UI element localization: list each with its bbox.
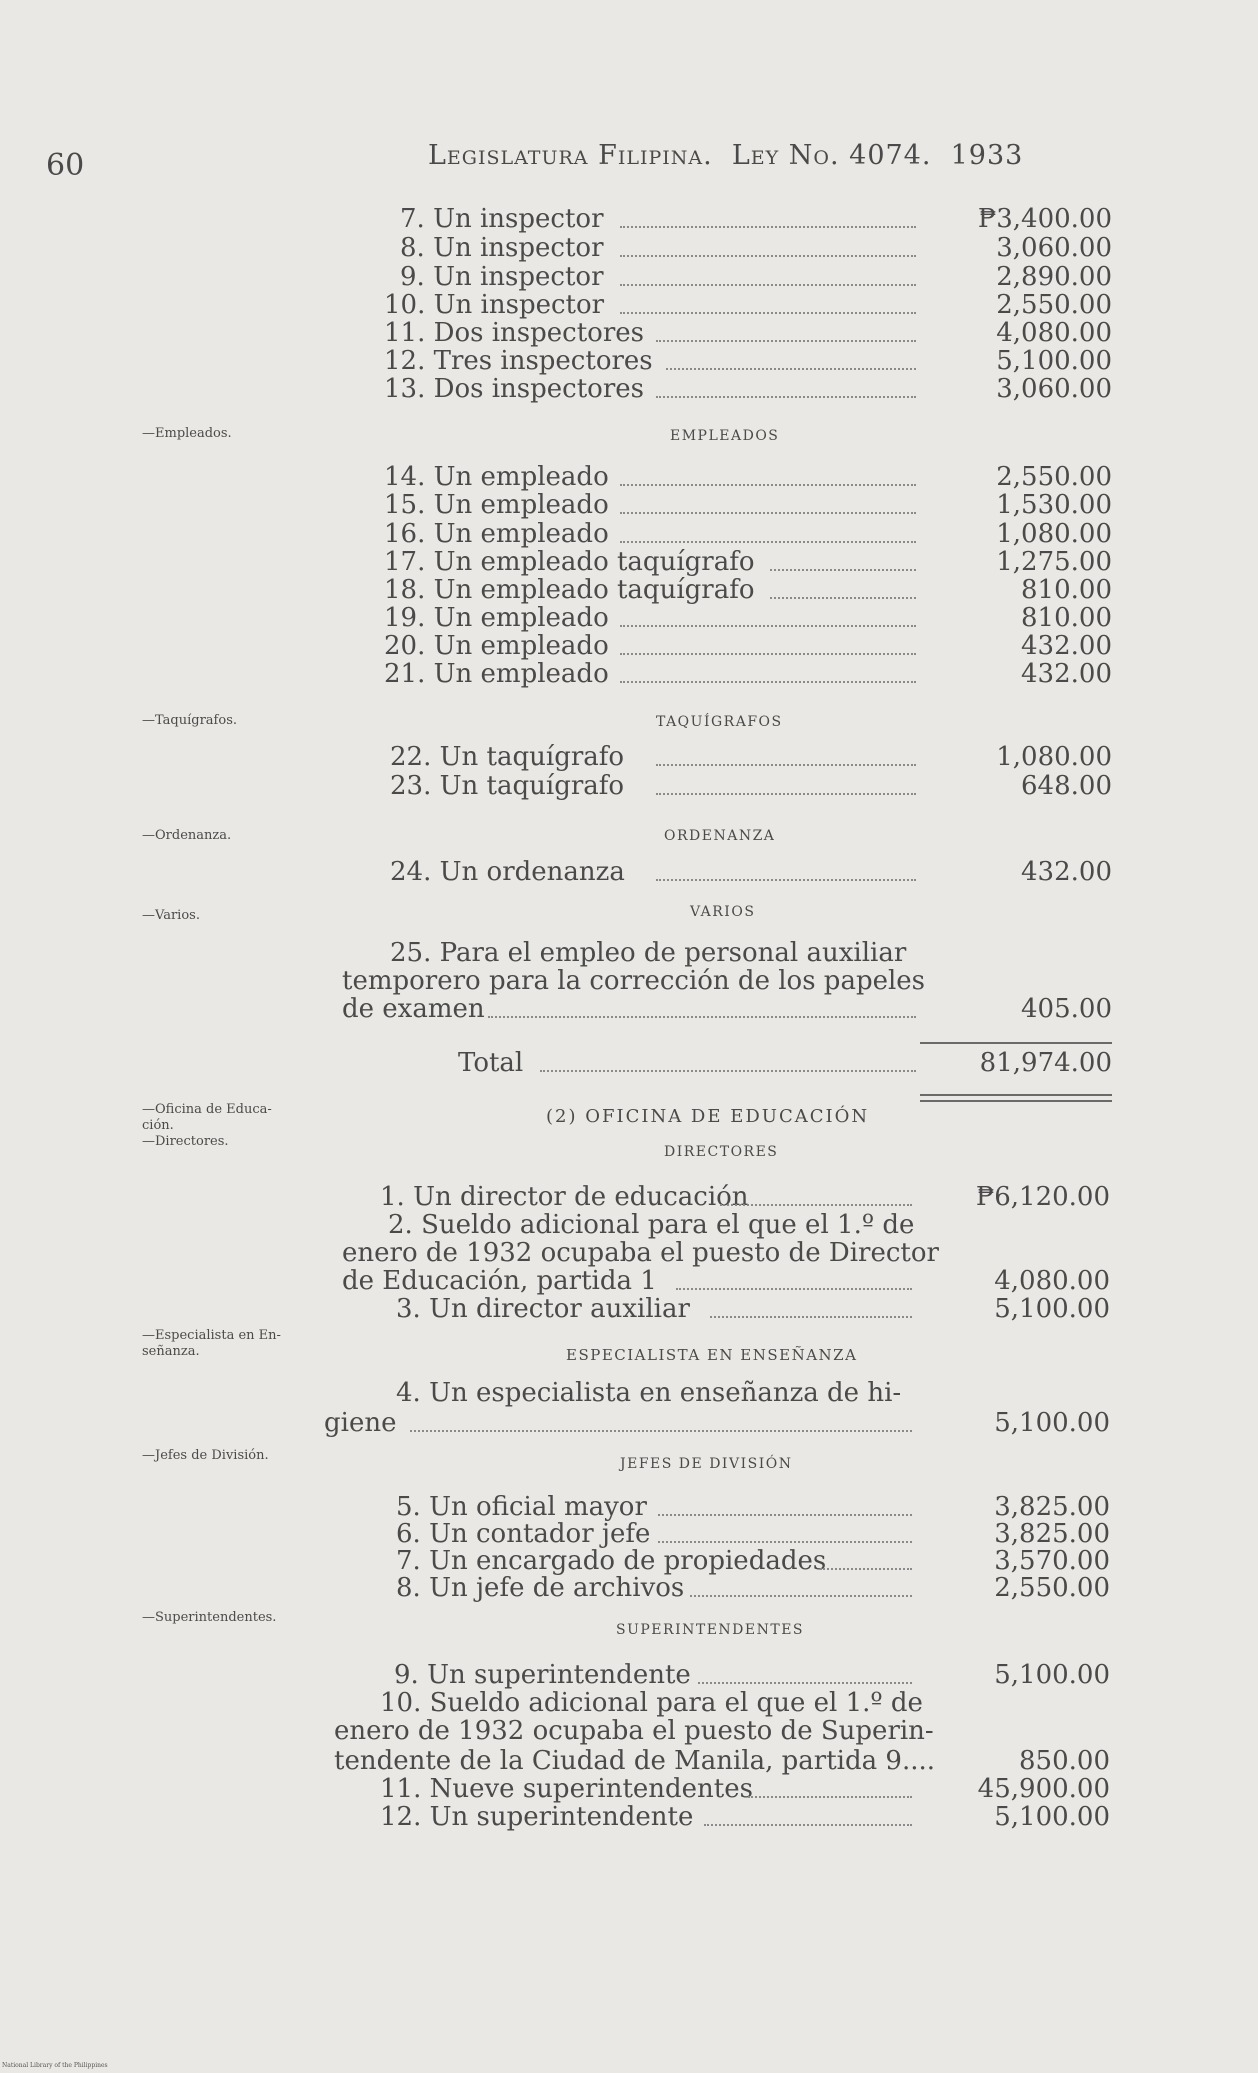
line-item: 8. Un inspector 3,060.00 <box>400 233 1112 263</box>
margin-note-taquigrafos: —Taquígrafos. <box>142 713 237 728</box>
line-item: 14. Un empleado 2,550.00 <box>384 462 1112 492</box>
line-item: 13. Dos inspectores 3,060.00 <box>384 374 1112 404</box>
paragraph-line: enero de 1932 ocupaba el puesto de Director <box>342 1238 939 1268</box>
subheading-directores: DIRECTORES <box>664 1144 779 1160</box>
margin-note-superintendentes: —Superintendentes. <box>142 1610 277 1625</box>
total-rule-1 <box>920 1094 1112 1096</box>
section-heading-varios: VARIOS <box>690 904 756 920</box>
paragraph-line: temporero para la corrección de los papeles <box>342 966 926 996</box>
paragraph-line: enero de 1932 ocupaba el puesto de Superin- <box>334 1716 934 1746</box>
margin-note-especialista: —Especialista en En- señanza. <box>142 1328 281 1359</box>
total-rule-2 <box>920 1100 1112 1102</box>
section-heading-superintendentes: SUPERINTENDENTES <box>616 1622 805 1638</box>
line-item: 23. Un taquígrafo 648.00 <box>390 771 1112 801</box>
section-heading-especialista: ESPECIALISTA EN ENSEÑANZA <box>566 1346 858 1364</box>
paragraph-line: 25. Para el empleo de personal auxiliar <box>390 938 907 968</box>
line-item: 15. Un empleado 1,530.00 <box>384 490 1112 520</box>
line-item: 12. Tres inspectores 5,100.00 <box>384 346 1112 376</box>
running-header <box>428 140 1023 171</box>
line-item: tendente de la Ciudad de Manila, partida 9.... 850.00 <box>334 1746 1110 1776</box>
section-heading-empleados: EMPLEADOS <box>670 428 780 444</box>
margin-note-oficina: —Oficina de Educa- ción. —Directores. <box>142 1102 272 1149</box>
line-item: 19. Un empleado 810.00 <box>384 603 1112 633</box>
header-legislature: Legislatura Filipina. <box>428 140 713 171</box>
line-item: 6. Un contador jefe 3,825.00 <box>396 1519 1110 1549</box>
line-item: 8. Un jefe de archivos 2,550.00 <box>396 1573 1110 1603</box>
paragraph-line: 2. Sueldo adicional para el que el 1.º de <box>388 1210 915 1240</box>
line-item: 21. Un empleado 432.00 <box>384 659 1112 689</box>
line-item: 11. Dos inspectores 4,080.00 <box>384 318 1112 348</box>
scan-footer: National Library of the Philippines <box>2 2062 108 2069</box>
line-item: 7. Un inspector ₱3,400.00 <box>400 204 1112 234</box>
line-item: 1. Un director de educación ₱6,120.00 <box>380 1182 1110 1212</box>
margin-note-varios: —Varios. <box>142 908 200 923</box>
subtotal-rule <box>920 1042 1112 1044</box>
page-number: 60 <box>46 148 85 183</box>
section-heading-taquigrafos: TAQUÍGRAFOS <box>656 714 783 730</box>
margin-note-ordenanza: —Ordenanza. <box>142 828 232 843</box>
paragraph-line: 4. Un especialista en enseñanza de hi- <box>396 1378 902 1408</box>
line-item: 18. Un empleado taquígrafo 810.00 <box>384 575 1112 605</box>
line-item: 9. Un inspector 2,890.00 <box>400 262 1112 292</box>
line-item: 10. Un inspector 2,550.00 <box>384 290 1112 320</box>
margin-note-jefes: —Jefes de División. <box>142 1448 269 1463</box>
line-item: 20. Un empleado 432.00 <box>384 631 1112 661</box>
header-year: 1933 <box>950 140 1024 171</box>
line-item: de examen 405.00 <box>342 994 1112 1024</box>
line-item: giene 5,100.00 <box>324 1408 1110 1438</box>
total-line: Total 81,974.00 <box>458 1048 1112 1078</box>
line-item: 7. Un encargado de propiedades 3,570.00 <box>396 1546 1110 1576</box>
section-heading-jefes: JEFES DE DIVISIÓN <box>620 1456 793 1472</box>
paragraph-line: 10. Sueldo adicional para el que el 1.º de <box>380 1688 923 1718</box>
line-item: 24. Un ordenanza 432.00 <box>390 857 1112 887</box>
line-item: 9. Un superintendente 5,100.00 <box>394 1660 1110 1690</box>
line-item: 11. Nueve superintendentes 45,900.00 <box>380 1774 1110 1804</box>
line-item: 3. Un director auxiliar 5,100.00 <box>396 1294 1110 1324</box>
header-law: Ley No. 4074. <box>731 140 932 171</box>
line-item: de Educación, partida 1 4,080.00 <box>342 1266 1110 1296</box>
line-item: 22. Un taquígrafo 1,080.00 <box>390 742 1112 772</box>
line-item: 5. Un oficial mayor 3,825.00 <box>396 1492 1110 1522</box>
line-item: 12. Un superintendente 5,100.00 <box>380 1802 1110 1832</box>
section-heading-ordenanza: ORDENANZA <box>664 828 776 844</box>
margin-note-empleados: —Empleados. <box>142 426 232 441</box>
line-item: 16. Un empleado 1,080.00 <box>384 519 1112 549</box>
line-item: 17. Un empleado taquígrafo 1,275.00 <box>384 547 1112 577</box>
section-heading-oficina: (2) OFICINA DE EDUCACIÓN <box>546 1106 870 1127</box>
